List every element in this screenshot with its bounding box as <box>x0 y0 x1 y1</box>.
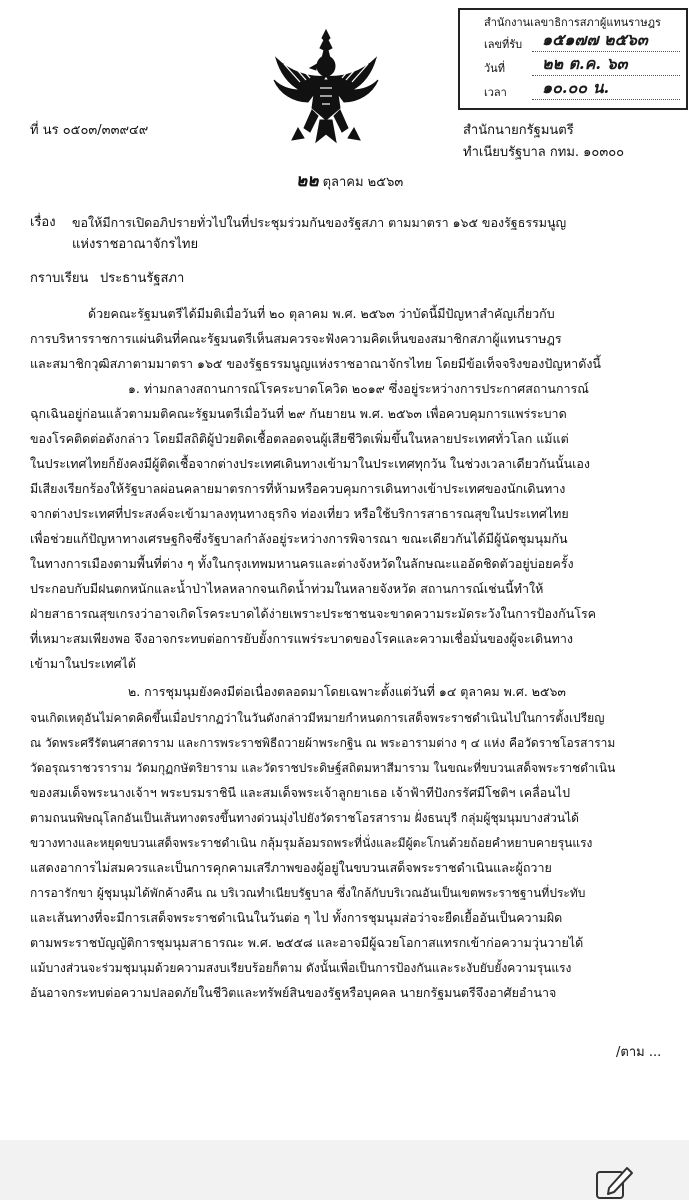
bottom-bar <box>0 1140 689 1200</box>
body-line: เพื่อช่วยแก้ปัญหาทางเศรษฐกิจซึ่งรัฐบาลกำลังอยู่ระหว่างการพิจารณา ขณะเดียวกันได้มีผู้นัดชุมนุมกัน <box>30 531 568 546</box>
body-line: ฝ่ายสาธารณสุขเกรงว่าอาจเกิดโรคระบาดได้ง่ายเพราะประชาชนจะขาดความระมัดระวังในการป้องกันโรค <box>30 606 597 621</box>
receipt-stamp <box>458 8 688 110</box>
body-line: มีเสียงเรียกร้องให้รัฐบาลผ่อนคลายมาตรการที่ห้ามหรือควบคุมการเดินทางเข้าประเทศของนักเดินทาง <box>30 481 566 496</box>
body-line: ในประเทศไทยก็ยังคงมีผู้ติดเชื้อจากต่างประเทศเดินทางเข้ามาในประเทศทุกวัน ในช่วงเวลาเดียวกันนั้นเอง <box>30 456 591 471</box>
date-day: ๒๒ <box>296 171 319 191</box>
body-line: แสดงอาการไม่สมควรและเป็นการคุกคามเสรีภาพของผู้อยู่ในขบวนเสด็จพระราชดำเนินและผู้ถวาย <box>30 860 552 875</box>
issuing-office: สำนักนายกรัฐมนตรี <box>463 123 574 138</box>
body-line: ของโรคติดต่อดังกล่าว โดยมีสถิติผู้ป่วยติดเชื้อตลอดจนผู้เสียชีวิตเพิ่มขึ้นในหลายประเทศทั่วโลก แม้แต่ <box>30 431 569 446</box>
stamp-receive-row <box>484 33 680 56</box>
body-line: จนเกิดเหตุอันไม่คาดคิดขึ้นเมื่อปรากฏว่าในวันดังกล่าวมีหมายกำหนดการเสด็จพระราชดำเนินไปในการตั้งเปรียญ <box>30 711 605 725</box>
body-line: ณ วัดพระศรีรัตนศาสดาราม และการพระราชพิธีถวายผ้าพระกฐิน ณ พระอารามต่าง ๆ ๔ แห่ง คือวัดราชโอรสาราม <box>30 736 616 750</box>
document-date <box>296 172 403 192</box>
stamp-time-row <box>484 81 680 104</box>
document-number: ที่ นร ๐๕๐๓/๓๓๙๔๙ <box>30 123 149 138</box>
body-line: ขวางทางและหยุดขบวนเสด็จพระราชดำเนิน กลุ้มรุมล้อมรถพระที่นั่งและมีผู้ตะโกนด้วยถ้อยคำหยาบคายรุนแรง <box>30 836 593 850</box>
stamp-receive-value: ๑๕๑๗๗ ๒๕๖๓ <box>532 33 680 52</box>
subject-line-2: แห่งราชอาณาจักรไทย <box>72 237 199 252</box>
body-line: ฉุกเฉินอยู่ก่อนแล้วตามมติคณะรัฐมนตรีเมื่อวันที่ ๒๙ กันยายน พ.ศ. ๒๕๖๓ เพื่อควบคุมการแพร่ระบาด <box>30 406 567 421</box>
body-line: ของสมเด็จพระนางเจ้าฯ พระบรมราชินี และสมเด็จพระเจ้าลูกยาเธอ เจ้าฟ้าทีปังกรรัศมีโชติฯ เคลื่อนไป <box>30 785 571 800</box>
body-line: การอารักขา ผู้ชุมนุมได้พักค้างคืน ณ บริเวณทำเนียบรัฐบาล ซึ่งใกล้กับบริเวณอันเป็นเขตพระราชฐานที่ประทับ <box>30 886 586 900</box>
date-month-year: ตุลาคม ๒๕๖๓ <box>322 175 404 190</box>
salutation-recipient: ประธานรัฐสภา <box>100 271 185 286</box>
stamp-date-row <box>484 57 680 80</box>
body-line: ที่เหมาะสมเพียงพอ จึงอาจกระทบต่อการยับยั้งการแพร่ระบาดของโรคและความเชื่อมั่นของผู้จะเดินทาง <box>30 631 574 646</box>
body-line: ด้วยคณะรัฐมนตรีได้มีมติเมื่อวันที่ ๒๐ ตุลาคม พ.ศ. ๒๕๖๓ ว่าบัดนี้มีปัญหาสำคัญเกี่ยวกับ <box>88 306 555 321</box>
body-line: ประกอบกับมีฝนตกหนักและน้ำป่าไหลหลากจนเกิดน้ำท่วมในหลายจังหวัด สถานการณ์เช่นนี้ทำให้ <box>30 581 544 596</box>
salutation-label: กราบเรียน <box>30 271 89 286</box>
stamp-organization: สำนักงานเลขาธิการสภาผู้แทนราษฎร <box>484 16 661 29</box>
body-line: ในทางการเมืองตามพื้นที่ต่าง ๆ ทั้งในกรุงเทพมหานครและต่างจังหวัดในลักษณะแออัดชิดตัวอยู่บ่อยครั้ง <box>30 556 574 571</box>
subject-line-1: ขอให้มีการเปิดอภิปรายทั่วไปในที่ประชุมร่วมกันของรัฐสภา ตามมาตรา ๑๖๕ ของรัฐธรรมนูญ <box>72 215 567 230</box>
body-line: อันอาจกระทบต่อความปลอดภัยในชีวิตและทรัพย์สินของรัฐหรือบุคคล นายกรัฐมนตรีจึงอาศัยอำนาจ <box>30 985 557 1000</box>
body-line: ตามพระราชบัญญัติการชุมนุมสาธารณะ พ.ศ. ๒๕๕๘ และอาจมีผู้ฉวยโอกาสแทรกเข้าก่อความวุ่นวายได้ <box>30 935 584 950</box>
body-line: จากต่างประเทศที่ประสงค์จะเข้ามาลงทุนทางธุรกิจ ท่องเที่ยว หรือใช้บริการสาธารณสุขในประเทศไทย <box>30 506 569 521</box>
subject-label: เรื่อง <box>30 215 56 230</box>
stamp-receive-label: เลขที่รับ <box>484 38 523 51</box>
body-line: และสมาชิกวุฒิสภาตามมาตรา ๑๖๕ ของรัฐธรรมนูญแห่งราชอาณาจักรไทย โดยมีข้อเท็จจริงของปัญหาดังนี้ <box>30 356 601 371</box>
garuda-emblem <box>270 28 382 146</box>
stamp-time-value: ๑๐.๐๐ น. <box>532 81 680 100</box>
office-address: ทำเนียบรัฐบาล กทม. ๑๐๓๐๐ <box>463 145 625 160</box>
edit-share-icon[interactable] <box>595 1164 635 1200</box>
stamp-time-label: เวลา <box>484 86 507 99</box>
body-line: วัดอรุณราชวราราม วัดมกุฏกษัตริยาราม และวัดราชประดิษฐ์สถิตมหาสีมาราม ในขณะที่ขบวนเสด็จพระราชดำเนิน <box>30 761 616 775</box>
body-line: และเส้นทางที่จะมีการเสด็จพระราชดำเนินในวันต่อ ๆ ไป ทั้งการชุมนุมส่อว่าจะยืดเยื้ออันเป็นความผิด <box>30 910 563 925</box>
stamp-date-label: วันที่ <box>484 62 505 75</box>
body-line: แม้บางส่วนจะร่วมชุมนุมด้วยความสงบเรียบร้อยก็ตาม ดังนั้นเพื่อเป็นการป้องกันและระงับยับยั้งความรุนแรง <box>30 961 572 975</box>
body-line: การบริหารราชการแผ่นดินที่คณะรัฐมนตรีเห็นสมควรจะฟังความคิดเห็นของสมาชิกสภาผู้แทนราษฎร <box>30 331 562 346</box>
body-line: เข้ามาในประเทศได้ <box>30 656 136 671</box>
body-line: ๒. การชุมนุมยังคงมีต่อเนื่องตลอดมาโดยเฉพาะตั้งแต่วันที่ ๑๔ ตุลาคม พ.ศ. ๒๕๖๓ <box>128 684 566 699</box>
body-line: ๑. ท่ามกลางสถานการณ์โรคระบาดโควิด ๒๐๑๙ ซึ่งอยู่ระหว่างการประกาศสถานการณ์ <box>128 381 589 396</box>
body-line: ตามถนนพิษณุโลกอันเป็นเส้นทางตรงขึ้นทางด่วนมุ่งไปยังวัดราชโอรสาราม ฝั่งธนบุรี กลุ่มผู้ชุมนุมบางส่วนได้ <box>30 811 579 825</box>
stamp-date-value: ๒๒ ต.ค. ๖๓ <box>532 57 680 76</box>
continuation-marker: /ตาม ... <box>616 1045 662 1060</box>
